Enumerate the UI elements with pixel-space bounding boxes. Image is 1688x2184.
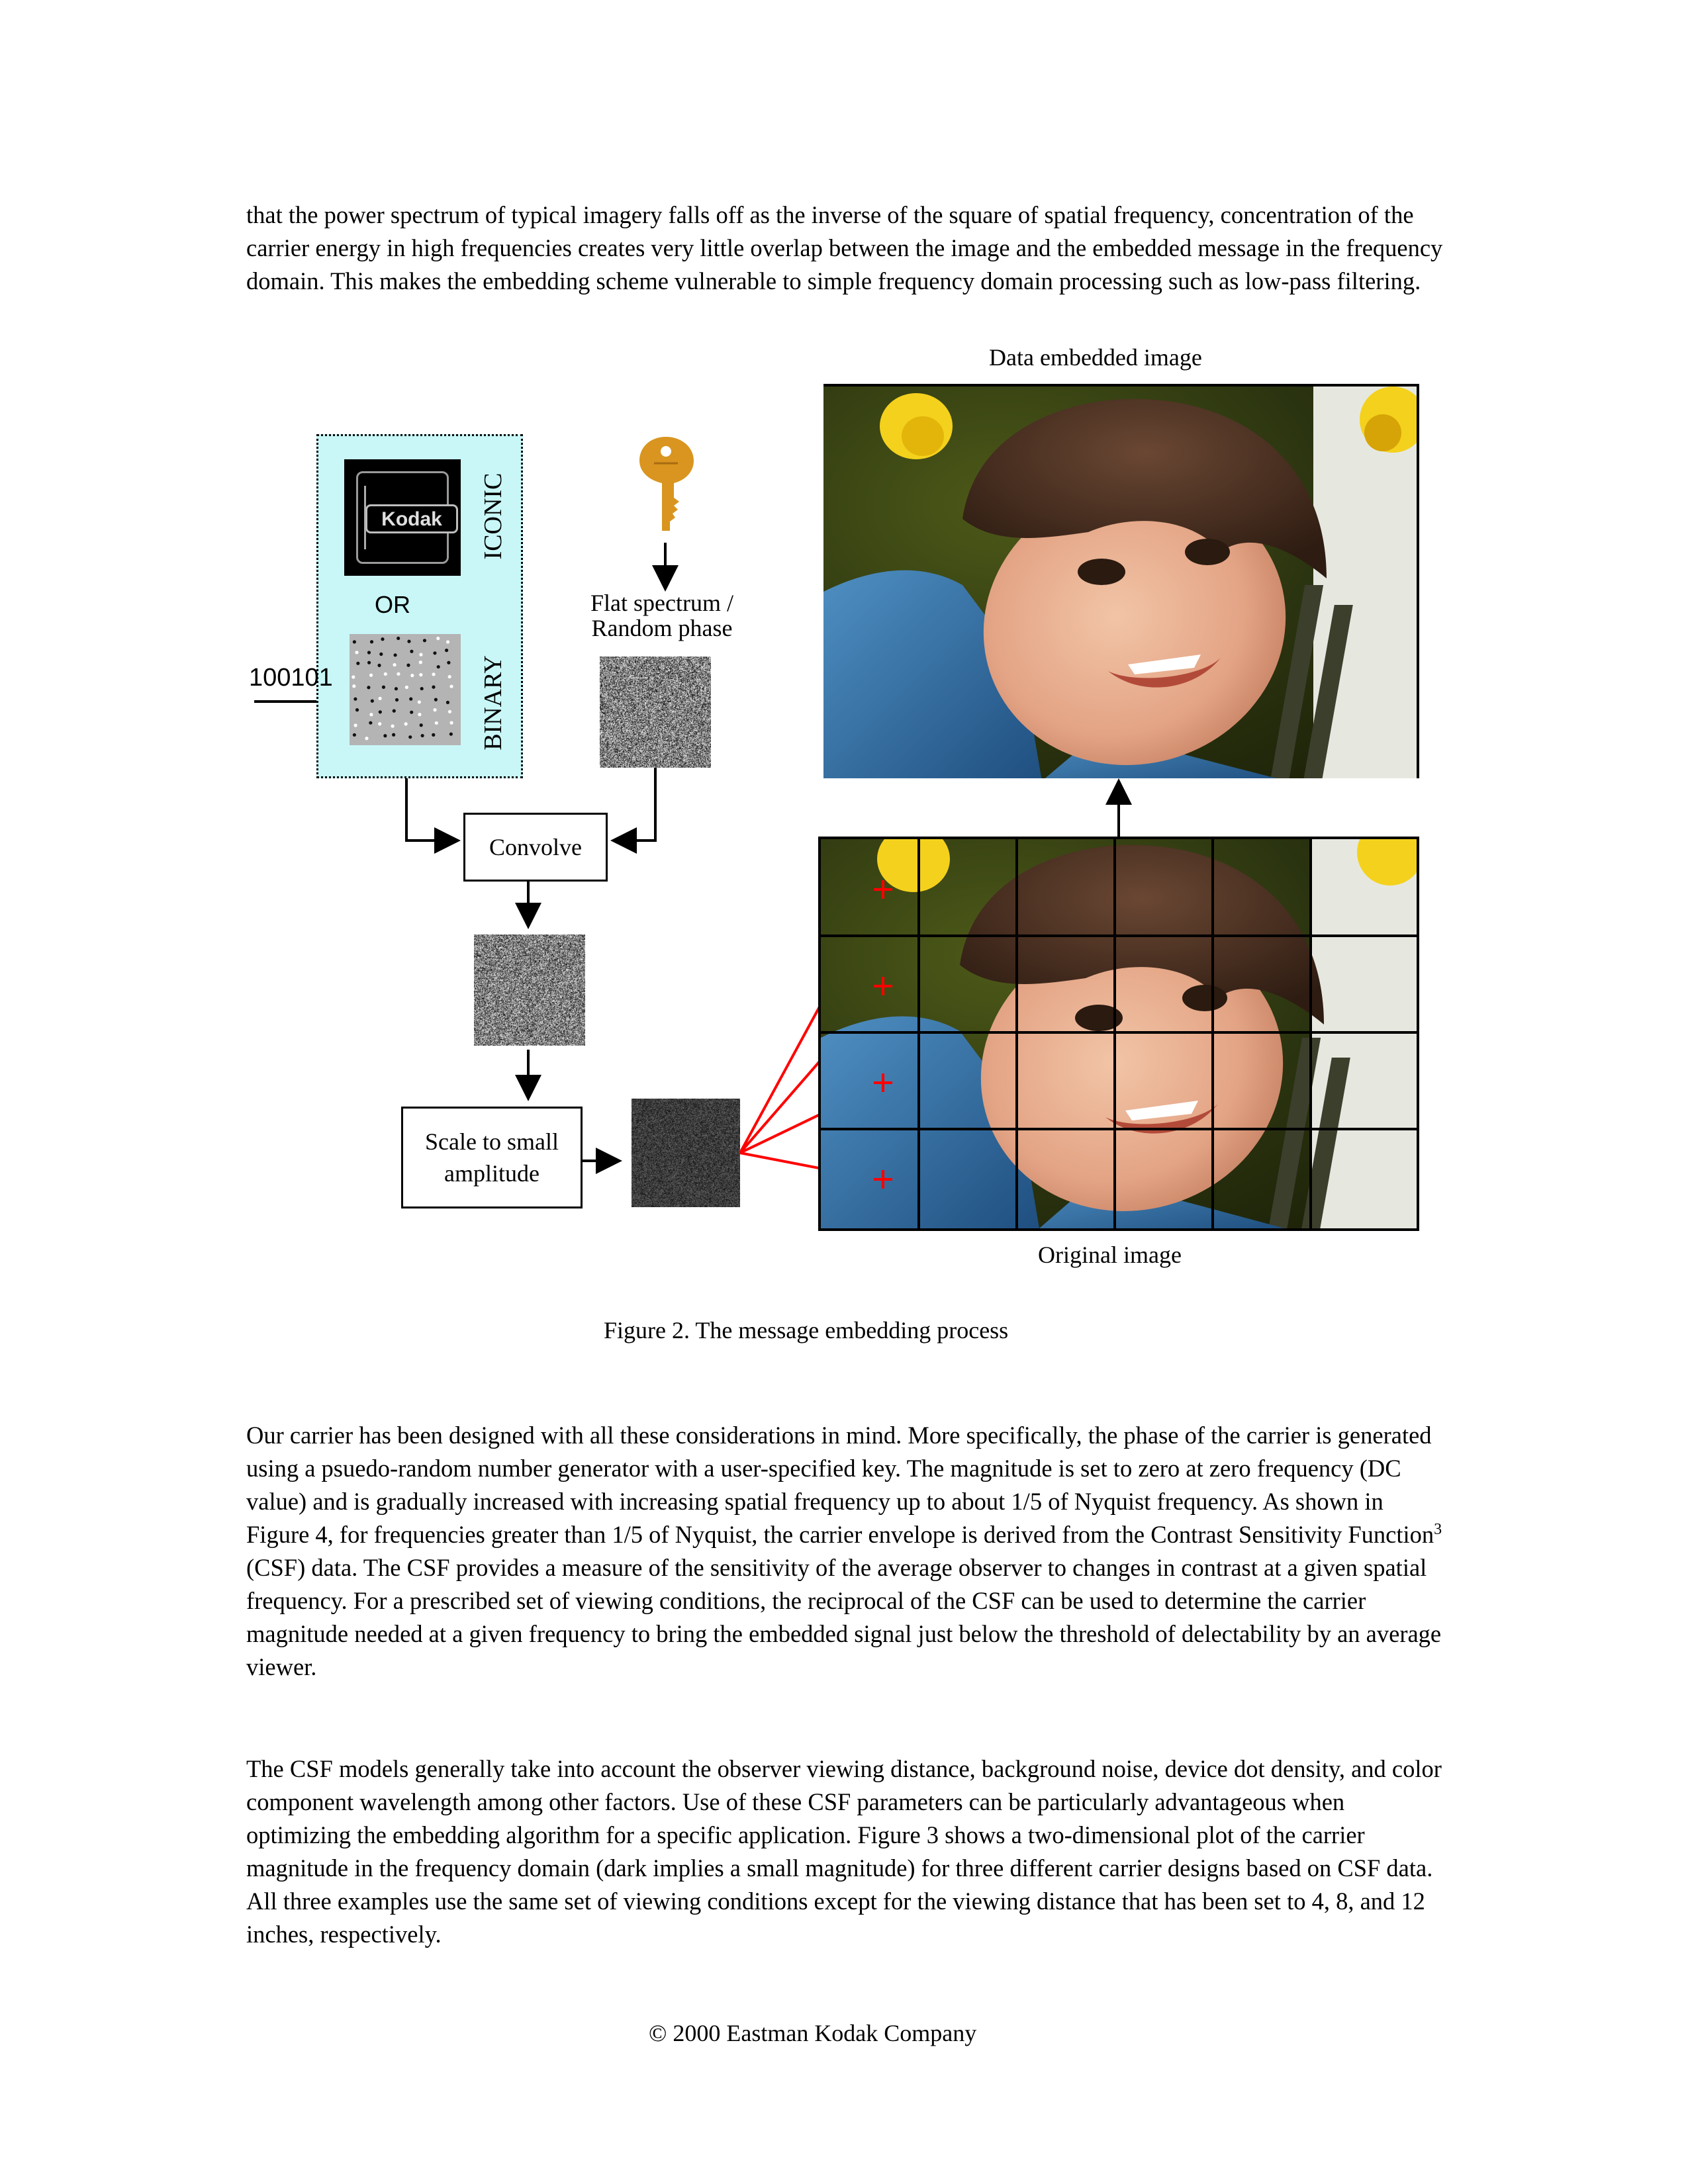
binary-dot [445,649,448,652]
paragraph-intro: that the power spectrum of typical imagery falls off as the inverse of the square of spatial frequency, concentration of the carrier energy in high frequencies creates very little overlap between the image and the embedded message in the frequency domain. This makes the embedding scheme vulnerable to simple frequency domain processing such as low-pass filtering. [246,201,1443,295]
binary-dot [446,640,449,643]
binary-dot [395,698,399,702]
convolve-box [463,813,608,882]
binary-dot [447,661,450,664]
binary-dot [382,686,385,689]
binary-dot [410,674,414,677]
binary-dot [418,713,421,716]
binary-dot [378,722,381,725]
binary-dot [352,684,355,688]
binary-dot [365,737,368,740]
binary-dot [405,686,408,689]
binary-dot [432,686,435,689]
binary-dot [421,734,424,737]
binary-dot [379,710,382,713]
binary-dot [404,722,408,725]
binary-dot [395,687,398,690]
or-label: OR [375,591,410,618]
flat-spectrum-label [563,590,761,641]
binary-dot [371,700,374,703]
binary-dot [449,721,453,725]
binary-dot [420,687,424,690]
paragraph-carrier-design-part-2: (CSF) data. The CSF provides a measure of the sensitivity of the average observer to changes in contrast at a given spatial frequency. For a prescribed set of viewing conditions, the reciprocal of the CSF can be used to determine the carrier magnitude needed at a given frequency to bring the embedded signal just below the threshold of delectability by an average viewer. [246,1554,1442,1680]
child-photo-original [821,839,1417,1228]
binary-dot [378,697,381,700]
scaled-noise-patch [632,1099,740,1207]
binary-dot [410,711,413,714]
binary-dot [418,700,421,704]
binary-dot [369,674,373,677]
binary-dot [448,710,451,713]
original-image-label: Original image [1038,1242,1182,1268]
binary-dot [433,708,436,711]
paragraph-carrier-design-part-1: Our carrier has been designed with all these considerations in mind. More specifically, the phase of the carrier is generated using a psuedo-random number generator with a user-specified key. The magnitude is set to zero at zero frequency (DC value) and is gradually increased with increasing spatial frequency up to about 1/5 of Nyquist frequency. As shown in Figure 4, for frequencies greater than 1/5 of Nyquist, the carrier envelope is derived from the Contrast Sensitivity Function [246,1422,1434,1548]
binary-dot [369,713,373,716]
binary-dot [407,640,410,643]
original-image [818,837,1419,1231]
binary-dot [353,640,356,643]
binary-dot [449,685,453,688]
kodak-logo [344,459,461,576]
convolve-label: Convolve [489,834,582,860]
binary-dot [397,637,400,640]
binary-dot [353,698,357,701]
binary-dot [379,653,383,656]
binary-dot [381,637,384,641]
scale-line-1: Scale to small [425,1128,559,1155]
iconic-label: ICONIC [479,473,507,560]
binary-dot [354,723,357,727]
scale-line-2: amplitude [444,1160,539,1187]
binary-dot [408,735,412,739]
key-icon [634,434,698,533]
binary-dot [352,675,355,678]
data-embedded-label: Data embedded image [989,344,1202,371]
binary-dot [406,664,410,667]
paragraph-carrier-design [246,1419,1444,1684]
binary-dot [397,672,400,676]
binary-dot [419,673,422,676]
paragraph-csf-models: The CSF models generally take into account the observer viewing distance, background noise, device dot density, and color component wavelength among other factors. Use of these CSF parameters can be particularly advantageous when optimizing the embedding algorithm for a specific application. Figure 3 shows a two-dimensional plot of the carrier magnitude in the frequency domain (dark implies a small magnitude) for three different carrier designs based on CSF data. All three examples use the same set of viewing conditions except for the viewing distance that has been set to 4, 8, and 12 inches, respectively. [246,1755,1442,1948]
bits-label: 100101 [249,664,333,692]
binary-dot [432,733,435,737]
binary-dot [355,651,358,654]
kodak-logo-wordmark: Kodak [365,504,458,533]
footer-copyright: © 2000 Eastman Kodak Company [649,2020,977,2046]
binary-dot [423,639,426,642]
binary-dot [355,708,359,711]
binary-dot [367,651,371,654]
binary-dot [367,661,371,664]
scale-box [401,1107,583,1208]
figure-caption: Figure 2. The message embedding process [604,1317,1009,1343]
noise-to-convolve-arrow [613,768,655,841]
binary-dot [420,723,423,727]
binary-dot [419,653,422,657]
convolved-noise-patch [474,934,585,1046]
binary-dot [446,701,449,704]
binary-label: BINARY [479,655,507,751]
binary-dot [370,640,373,643]
binary-dot [436,637,440,640]
binary-dot [384,672,387,676]
binary-dot [434,698,438,702]
binary-dot [419,660,422,664]
binary-dot [391,725,394,728]
child-photo-embedded [823,387,1419,778]
binary-dot [369,721,372,725]
binary-dot [393,663,396,666]
binary-dot [393,709,396,713]
binary-dot [437,665,440,668]
binary-dot [356,662,359,665]
binary-dot [435,721,438,725]
binary-dot [433,651,436,655]
binary-dot [392,733,395,737]
binary-dot [393,653,397,657]
binary-dot [367,686,370,689]
panel-to-convolve-arrow [406,778,458,841]
random-phase-noise-patch [600,657,711,768]
data-embedded-image [823,384,1419,778]
flat-spectrum-line-2: Random phase [591,615,733,641]
binary-dot [383,734,387,737]
binary-dot [448,675,451,678]
binary-dot [432,672,435,676]
binary-dot [353,733,356,737]
flat-spectrum-line-1: Flat spectrum / [590,590,733,616]
footnote-ref-3: 3 [1434,1520,1442,1538]
binary-dot [410,650,413,653]
binary-pattern-tile [350,634,461,745]
binary-dot [377,664,381,667]
binary-dot [409,698,412,701]
binary-dot [449,733,453,736]
